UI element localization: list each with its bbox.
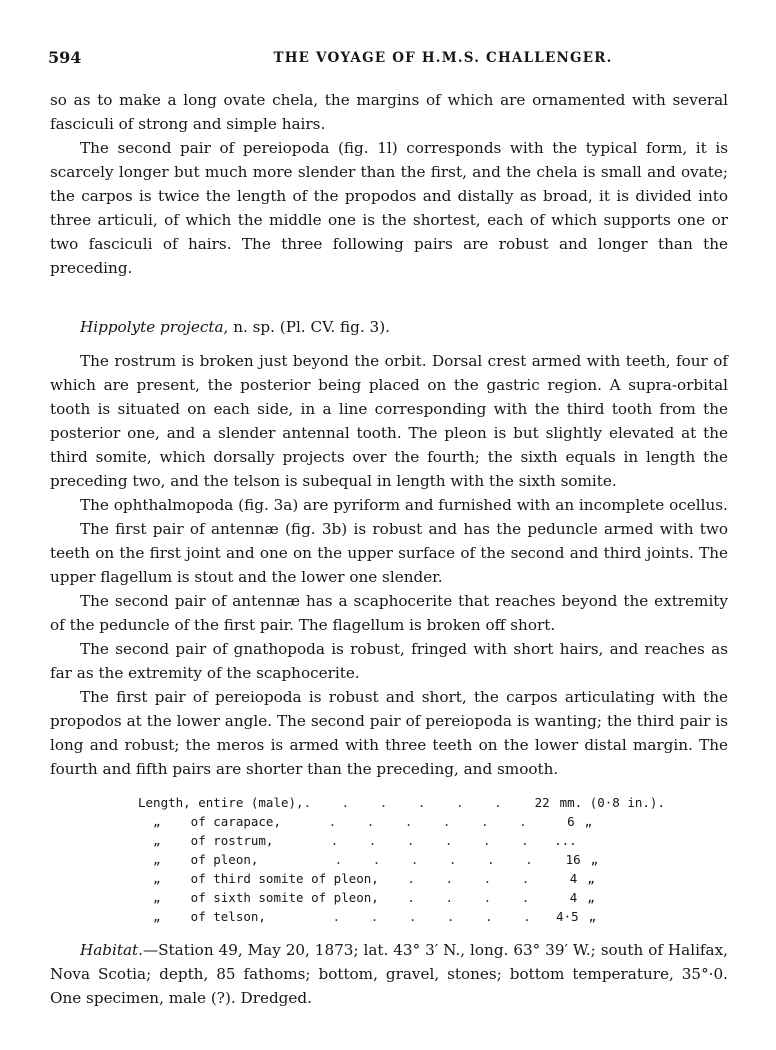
measurement-label: „ of pleon, — [138, 852, 259, 867]
measurement-row — [138, 850, 728, 869]
measurement-row — [138, 869, 728, 888]
measurement-row — [138, 793, 728, 812]
measurement-label: „ of carapace, — [138, 814, 281, 829]
page-header — [48, 48, 728, 72]
leader-dots: . . . . . . — [303, 795, 504, 810]
measurement-label: Length, entire (male), — [138, 795, 304, 810]
measurement-value: 4·5 — [556, 909, 579, 924]
measurement-value: 4 — [569, 890, 578, 905]
leader-dots: . . . . — [378, 871, 532, 886]
measurement-row — [138, 812, 728, 831]
page-body — [50, 88, 728, 1010]
paragraph-gnathopoda: The second pair of gnathopoda is robust, fringed with short hairs, and reaches as far as the extremity of the scaphocerite. — [50, 640, 728, 682]
species-name: Hippolyte projecta — [80, 318, 224, 336]
measurement-unit: „ — [588, 909, 597, 924]
leader-dots: . . . . . . — [273, 833, 531, 848]
leader-dots: . . . . — [378, 890, 532, 905]
species-heading — [80, 315, 728, 339]
measurement-label: „ of third somite of pleon, — [138, 871, 379, 886]
measurement-unit: „ — [587, 890, 595, 905]
measurement-unit: „ — [587, 871, 595, 886]
measurement-value: 6 — [567, 814, 575, 829]
measurement-unit: „ — [590, 852, 599, 867]
paragraph-rostrum: The rostrum is broken just beyond the orbit. Dorsal crest armed with teeth, four of which are present, the posterior being placed on the gastric region. A supra-orbital tooth is situated on each side, in a line corresponding with the third tooth from the posterior one, and a slender antennal tooth. The pleon is but slightly elevated at the third somite, which dorsally projects over the fourth; the sixth equals in length the preceding two, and the telson is subequal in length with the sixth somite. — [50, 352, 728, 490]
measurement-value: 16 — [565, 852, 581, 867]
measurement-value: 22 — [534, 795, 550, 810]
paragraph-continued: so as to make a long ovate chela, the margins of which are ornamented with several fasciculi of strong and simple hairs. — [50, 91, 728, 133]
measurement-label: „ of rostrum, — [138, 833, 274, 848]
leader-dots: . . . . . . — [281, 814, 529, 829]
measurement-value: ... — [554, 833, 577, 848]
measurement-value: 4 — [569, 871, 578, 886]
measurements-table — [138, 793, 728, 926]
running-title: THE VOYAGE OF H.M.S. CHALLENGER. — [273, 50, 613, 66]
measurement-unit: „ — [584, 814, 593, 829]
paragraph-second-antennae: The second pair of antennæ has a scaphocerite that reaches beyond the extremity of the peduncle of the first pair. The flagellum is broken off short. — [50, 592, 728, 634]
leader-dots: . . . . . . — [258, 852, 535, 867]
paragraph-second-pair-pereiopoda: The second pair of pereiopoda (fig. 1l) corresponds with the typical form, it is scarcely longer but much more slender than the first, and the chela is small and ovate; the carpos is twice the length of the propodos and distally as broad, it is divided into three articuli, of which the middle one is the shortest, each of which supports one or two fasciculi of hairs. The three following pairs are robust and longer than the preceding. — [50, 139, 728, 277]
measurement-row — [138, 831, 728, 850]
measurement-label: „ of sixth somite of pleon, — [138, 890, 379, 905]
measurement-row — [138, 888, 728, 907]
paragraph-pereiopoda: The first pair of pereiopoda is robust and short, the carpos articulating with the propodos at the lower angle. The second pair of pereiopoda is wanting; the third pair is long and robust; the meros is armed with three teeth on the lower distal margin. The fourth and fifth pairs are shorter than the preceding, and smooth. — [50, 688, 728, 778]
page-number: 594 — [48, 48, 82, 67]
leader-dots: . . . . . . — [265, 909, 533, 924]
habitat-label: Habitat. — [80, 941, 143, 959]
paragraph-ophthalmopoda: The ophthalmopoda (fig. 3a) are pyriform and furnished with an incomplete ocellus. — [80, 496, 728, 514]
paragraph-habitat — [50, 938, 728, 1010]
paragraph-first-antennae: The first pair of antennæ (fig. 3b) is robust and has the peduncle armed with two teeth on the first joint and one on the upper surface of the second and third joints. The upper flagellum is stout and the lower one slender. — [50, 520, 728, 586]
habitat-text: —Station 49, May 20, 1873; lat. 43° 3′ N., long. 63° 39′ W.; south of Halifax, Nova Scotia; depth, 85 fathoms; bottom, gravel, stones; bottom temperature, 35°·0. One specimen, male (?). Dredged. — [50, 941, 728, 1007]
measurement-row — [138, 907, 728, 926]
measurement-unit: mm. (0·8 in.). — [559, 795, 665, 810]
measurement-label: „ of telson, — [138, 909, 266, 924]
species-reference: , n. sp. (Pl. CV. fig. 3). — [223, 318, 390, 336]
